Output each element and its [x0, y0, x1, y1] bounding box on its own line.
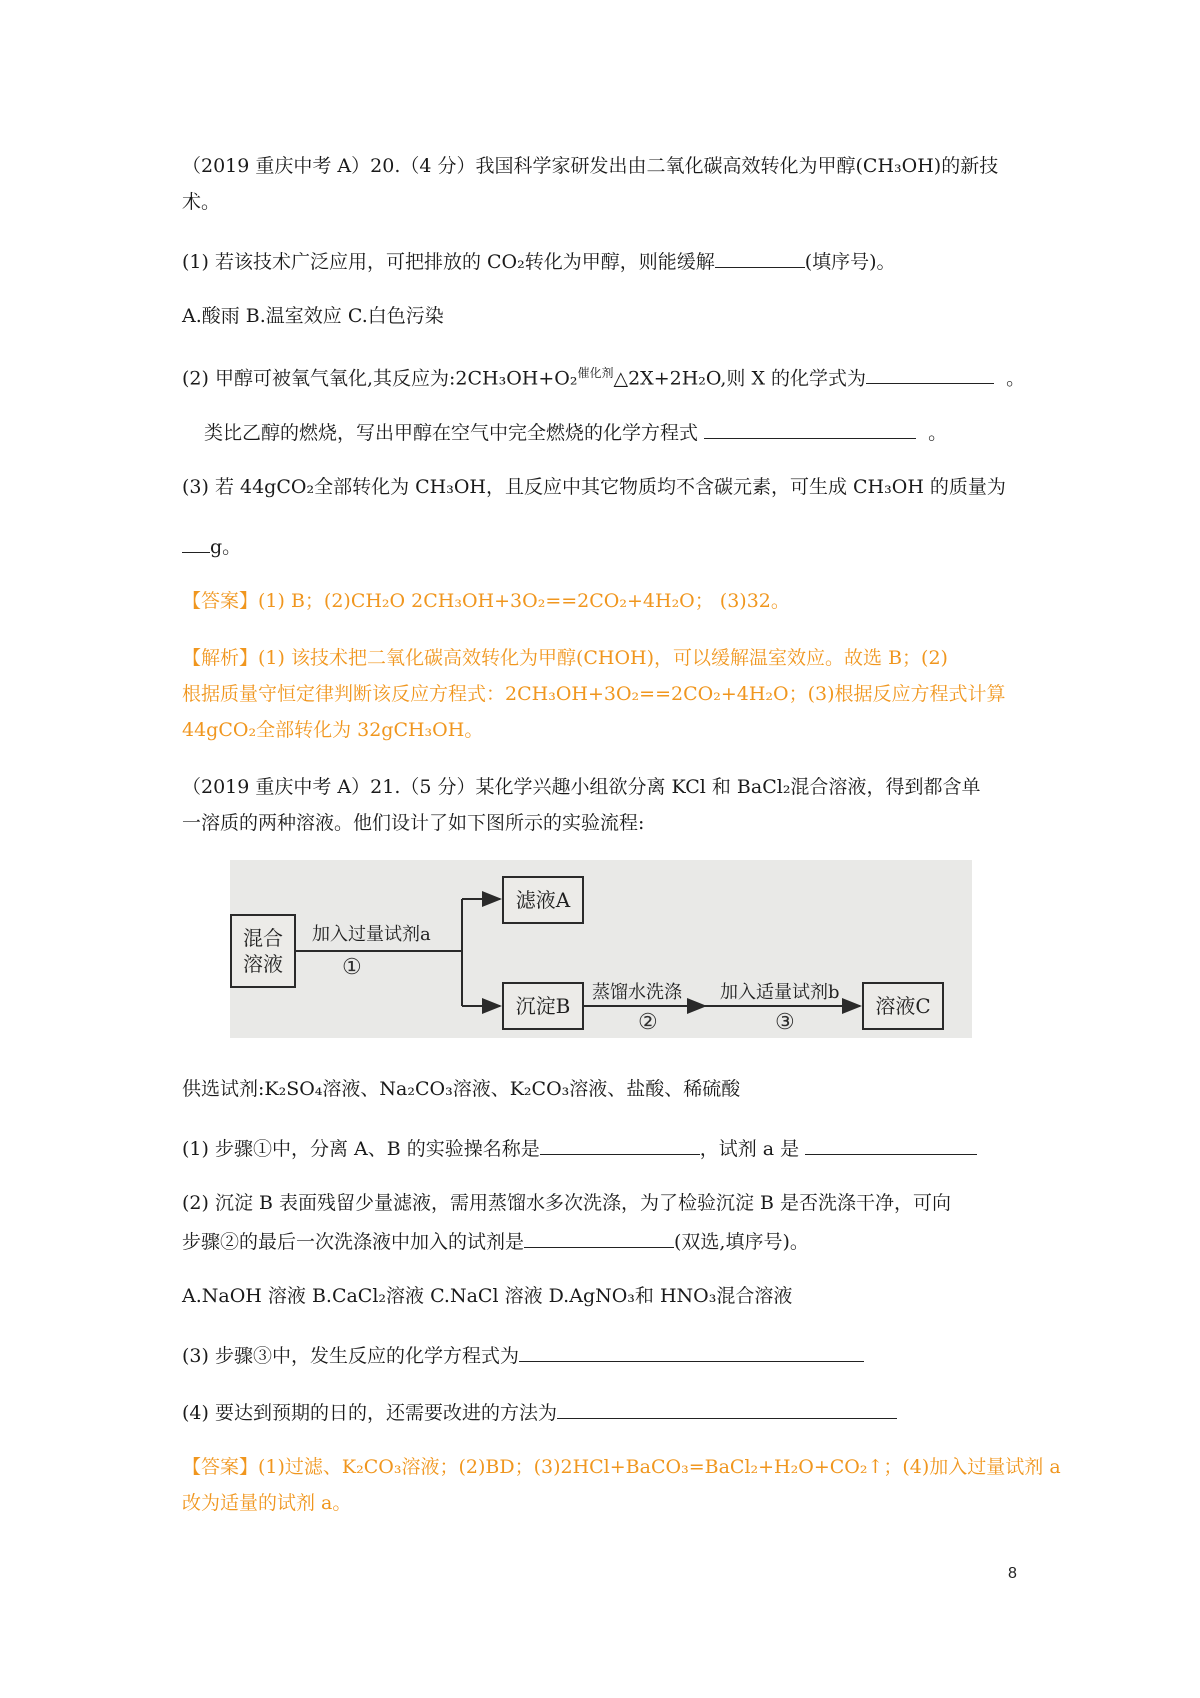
step2-label: 蒸馏水洗涤: [592, 982, 682, 1003]
q20-stem-line1: （2019 重庆中考 A）20.（4 分）我国科学家研发出由二氧化碳高效转化为甲醇(CH₃OH)的新技: [182, 155, 999, 177]
q21-part1-mid: ，试剂 a 是: [699, 1138, 800, 1160]
q20-part1: [182, 245, 1042, 276]
box-precipitate-b: 沉淀B: [502, 982, 584, 1030]
answer-blank[interactable]: [540, 1132, 700, 1155]
catalyst-label: 催化剂: [577, 366, 614, 380]
page-number: 8: [1008, 1565, 1017, 1582]
q20-part2-text-a: (2) 甲醇可被氧气氧化,其反应为:2CH₃OH+O₂: [182, 367, 578, 390]
q20-part2-text-b: △2X+2H₂O,则 X 的化学式为: [613, 367, 867, 390]
experiment-flow-diagram: [230, 860, 972, 1038]
q20-part2-line2-text: 类比乙醇的燃烧，写出甲醇在空气中完全燃烧的化学方程式: [204, 422, 699, 444]
q20-options: A.酸雨 B.温室效应 C.白色污染: [182, 305, 444, 327]
answer-blank[interactable]: [704, 416, 916, 439]
q20-analysis-line3: 44gCO₂全部转化为 32gCH₃OH。: [182, 719, 484, 741]
answer-blank[interactable]: [805, 1132, 977, 1155]
q21-part2-tail: (双选,填序号)。: [674, 1231, 809, 1253]
step3-label: 加入适量试剂b: [720, 982, 840, 1003]
q21-part2-line1: (2) 沉淀 B 表面残留少量滤液，需用蒸馏水多次洗涤，为了检验沉淀 B 是否洗涤干净，可向: [182, 1192, 952, 1214]
flow-arrows: [230, 860, 972, 1038]
q21-answer-line2: 改为适量的试剂 a。: [182, 1492, 352, 1514]
answer-blank[interactable]: [524, 1225, 674, 1248]
answer-blank[interactable]: [182, 530, 210, 553]
q21-part4-text: (4) 要达到预期的日的，还需要改进的方法为: [182, 1402, 557, 1424]
step3-number: ③: [775, 1010, 795, 1035]
q21-part3-text: (3) 步骤③中，发生反应的化学方程式为: [182, 1345, 519, 1367]
q20-part3-tail: g。: [210, 536, 242, 558]
q21-stem-line2: 一溶质的两种溶液。他们设计了如下图所示的实验流程:: [182, 812, 645, 834]
q21-part4: [182, 1396, 1042, 1427]
box-mixed-solution: 混合 溶液: [230, 914, 296, 988]
q21-answer-line1: 【答案】(1)过滤、K₂CO₃溶液；(2)BD；(3)2HCl+BaCO₃=BaCl₂+H₂O+CO₂↑；(4)加入过量试剂 a: [182, 1456, 1061, 1478]
q21-part3: [182, 1339, 1042, 1370]
q20-part2-line2: [204, 416, 1064, 447]
q20-part3: (3) 若 44gCO₂全部转化为 CH₃OH，且反应中其它物质均不含碳元素，可生成 CH₃OH 的质量为: [182, 476, 1006, 498]
box-filtrate-a: 滤液A: [502, 876, 584, 924]
q20-part2: [182, 359, 1042, 392]
q21-options: A.NaOH 溶液 B.CaCl₂溶液 C.NaCl 溶液 D.AgNO₃和 HNO₃混合溶液: [182, 1285, 793, 1307]
q20-analysis-line1: 【解析】(1) 该技术把二氧化碳高效转化为甲醇(CHOH)，可以缓解温室效应。故选 B；(2): [182, 647, 948, 669]
q20-part2-tail: 。: [1006, 367, 1026, 390]
q20-stem-line2: 术。: [182, 191, 221, 213]
answer-blank[interactable]: [519, 1339, 864, 1362]
answer-blank[interactable]: [557, 1396, 897, 1419]
q21-part1: [182, 1132, 1042, 1163]
q20-part1-tail: (填序号)。: [804, 251, 896, 273]
q20-part2-line2-tail: 。: [928, 422, 948, 444]
q21-part2-text: 步骤②的最后一次洗涤液中加入的试剂是: [182, 1231, 525, 1253]
step2-number: ②: [638, 1010, 658, 1035]
box-solution-c: 溶液C: [862, 982, 944, 1030]
answer-blank[interactable]: [715, 245, 805, 268]
q21-reagents: 供选试剂:K₂SO₄溶液、Na₂CO₃溶液、K₂CO₃溶液、盐酸、稀硫酸: [182, 1078, 741, 1100]
step1-label: 加入过量试剂a: [312, 924, 431, 945]
q21-part1-text: (1) 步骤①中，分离 A、B 的实验操名称是: [182, 1138, 540, 1160]
q20-answer: 【答案】(1) B；(2)CH₂O 2CH₃OH+3O₂==2CO₂+4H₂O； (3)32。: [182, 590, 790, 612]
q20-part3-line2: [182, 530, 1042, 561]
q21-stem-line1: （2019 重庆中考 A）21.（5 分）某化学兴趣小组欲分离 KCl 和 BaCl₂混合溶液，得到都含单: [182, 776, 981, 798]
q21-part2-line2: [182, 1225, 1042, 1256]
answer-blank[interactable]: [866, 361, 994, 384]
step1-number: ①: [342, 955, 362, 980]
q20-analysis-line2: 根据质量守恒定律判断该反应方程式：2CH₃OH+3O₂==2CO₂+4H₂O；(3)根据反应方程式计算: [182, 683, 1006, 705]
q20-part1-text: (1) 若该技术广泛应用，可把排放的 CO₂转化为甲醇，则能缓解: [182, 251, 715, 273]
